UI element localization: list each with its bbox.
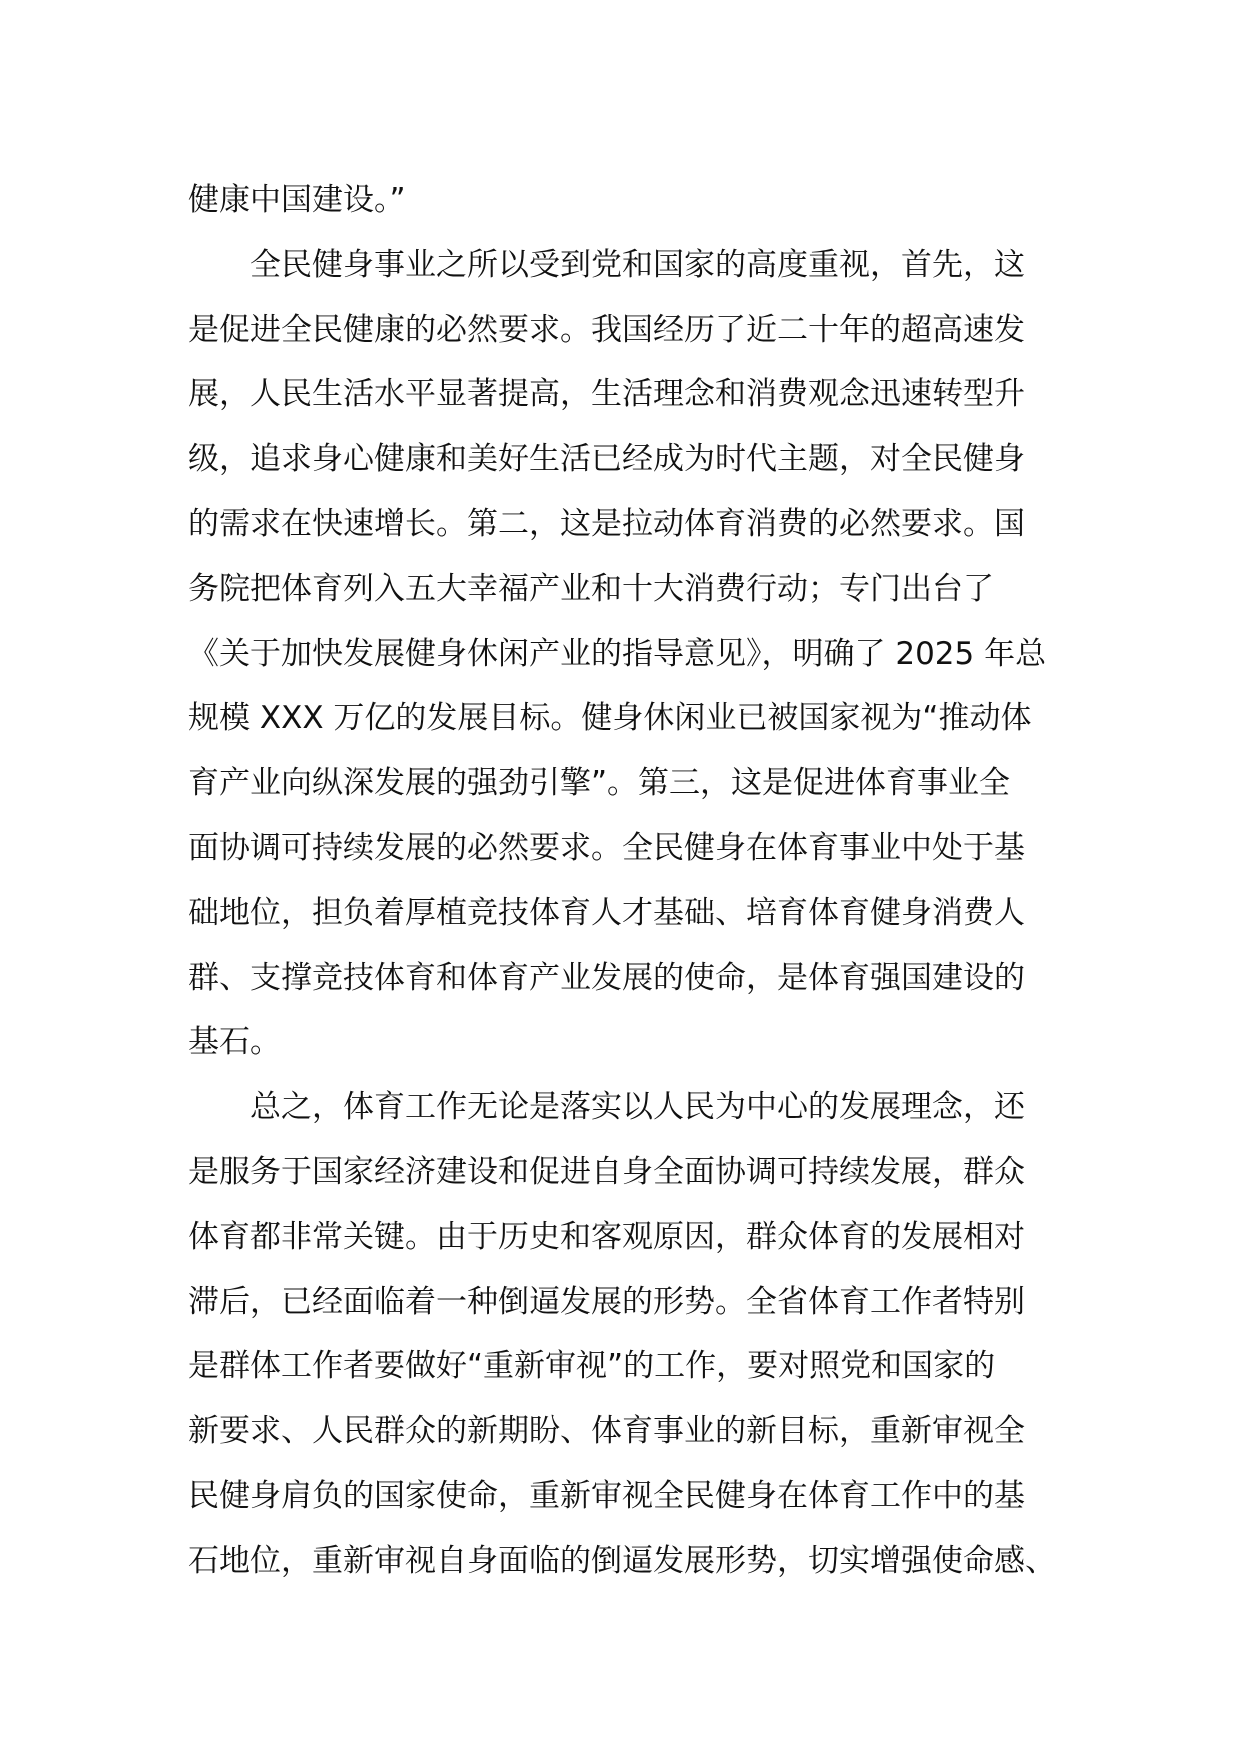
text-line: 育产业向纵深发展的强劲引擎”。第三，这是促进体育事业全	[188, 765, 1011, 802]
text-line: 体育都非常关键。由于历史和客观原因，群众体育的发展相对	[188, 1218, 1025, 1255]
text-line: 是群体工作者要做好“重新审视”的工作，要对照党和国家的	[188, 1348, 996, 1385]
text-line: 群、支撑竞技体育和体育产业发展的使命，是体育强国建设的	[188, 959, 1025, 996]
text-line: 的需求在快速增长。第二，这是拉动体育消费的必然要求。国	[188, 505, 1025, 542]
text-line: 务院把体育列入五大幸福产业和十大消费行动；专门出台了	[188, 570, 994, 607]
text-line: 是促进全民健康的必然要求。我国经历了近二十年的超高速发	[188, 311, 1025, 348]
text-line: 级，追求身心健康和美好生活已经成为时代主题，对全民健身	[188, 441, 1025, 478]
text-line: 面协调可持续发展的必然要求。全民健身在体育事业中处于基	[188, 829, 1025, 866]
text-line: 《关于加快发展健身休闲产业的指导意见》，明确了 2025 年总	[188, 635, 1047, 672]
document-body	[188, 168, 1068, 1594]
text-line: 础地位，担负着厚植竞技体育人才基础、培育体育健身消费人	[188, 894, 1025, 931]
text-line: 滞后，已经面临着一种倒逼发展的形势。全省体育工作者特别	[188, 1283, 1025, 1320]
text-line: 健康中国建设。”	[188, 182, 406, 218]
text-line: 是服务于国家经济建设和促进自身全面协调可持续发展，群众	[188, 1153, 1025, 1190]
text-line: 基石。	[188, 1024, 281, 1061]
text-line: 石地位，重新审视自身面临的倒逼发展形势，切实增强使命感、	[188, 1542, 1056, 1579]
text-line: 新要求、人民群众的新期盼、体育事业的新目标，重新审视全	[188, 1413, 1025, 1450]
paragraph-first-line: 总之，体育工作无论是落实以人民为中心的发展理念，还	[250, 1089, 1025, 1126]
text-line: 展，人民生活水平显著提高，生活理念和消费观念迅速转型升	[188, 376, 1025, 413]
paragraph-first-line: 全民健身事业之所以受到党和国家的高度重视，首先，这	[250, 246, 1025, 283]
text-line: 民健身肩负的国家使命，重新审视全民健身在体育工作中的基	[188, 1477, 1025, 1514]
text-line: 规模 XXX 万亿的发展目标。健身休闲业已被国家视为“推动体	[188, 700, 1032, 737]
